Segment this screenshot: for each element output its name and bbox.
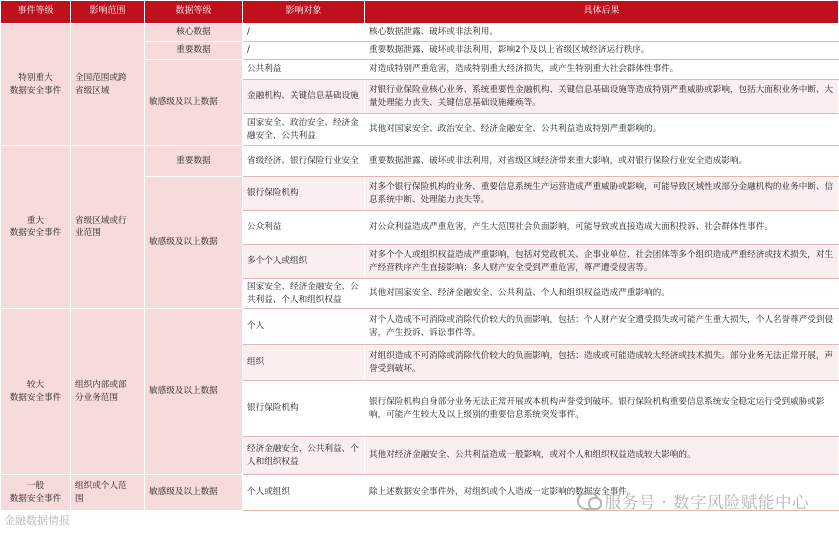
consequence-cell: 其他对国家安全、政治安全、经济金融安全、公共利益造成特别严重影响的。 xyxy=(365,114,839,146)
consequence-cell: 银行保险机构自身部分业务无法正常开展或本机构声誉受到破坏。银行保险机构重要信息系统安全稳定运行受到威胁或影响，可能产生较大及以上级别的重要信息系统突发事件。 xyxy=(365,381,839,437)
wechat-icon xyxy=(577,492,599,510)
event-level-cell: 一般 数据安全事件 xyxy=(1,475,71,511)
header-consequence: 具体后果 xyxy=(365,1,839,24)
object-cell: 省级经济、银行保险行业安全 xyxy=(243,146,365,177)
scope-cell: 全国范围或跨 省级区域 xyxy=(71,24,145,146)
table-row xyxy=(1,309,839,345)
table-row xyxy=(1,146,839,177)
header-affected-object: 影响对象 xyxy=(243,1,365,24)
object-cell: 银行保险机构 xyxy=(243,381,365,437)
data-grade-cell: 核心数据 xyxy=(145,24,243,42)
consequence-cell: 其他对国家安全、经济金融安全、公共利益、个人和组织权益造成严重影响的。 xyxy=(365,279,839,309)
object-cell: 经济金融安全、公共利益、个人和组织权益 xyxy=(243,437,365,475)
data-grade-cell: 敏感级及以上数据 xyxy=(145,177,243,309)
data-grade-cell: 敏感级及以上数据 xyxy=(145,60,243,146)
consequence-cell: 其他对经济金融安全、公共利益造成一般影响，或对个人和组织权益造成较大影响的。 xyxy=(365,437,839,475)
consequence-cell: 核心数据泄露、破坏或非法利用。 xyxy=(365,24,839,42)
object-cell: / xyxy=(243,42,365,60)
object-cell: 个人 xyxy=(243,309,365,345)
object-cell: 银行保险机构 xyxy=(243,177,365,211)
data-grade-cell: 敏感级及以上数据 xyxy=(145,475,243,511)
header-event-level: 事件等级 xyxy=(1,1,71,24)
consequence-cell: 重要数据泄露、破坏或非法利用，影响2个及以上省级区域经济运行秩序。 xyxy=(365,42,839,60)
object-cell: 多个个人或组织 xyxy=(243,245,365,279)
event-level-cell: 特别重大 数据安全事件 xyxy=(1,24,71,146)
object-cell: 国家安全、经济金融安全、公共利益、个人和组织权益 xyxy=(243,279,365,309)
data-grade-cell: 重要数据 xyxy=(145,146,243,177)
data-grade-cell: 重要数据 xyxy=(145,42,243,60)
scope-cell: 组织或个人范 围 xyxy=(71,475,145,511)
table-row xyxy=(1,24,839,42)
object-cell: 国家安全、政治安全、经济金融安全、公共利益 xyxy=(243,114,365,146)
object-cell: 组织 xyxy=(243,345,365,381)
corner-watermark: 金融数据情报 xyxy=(4,514,70,527)
object-cell: 金融机构、关键信息基础设施 xyxy=(243,80,365,114)
object-cell: 公众利益 xyxy=(243,211,365,245)
header-scope: 影响范围 xyxy=(71,1,145,24)
watermark xyxy=(577,489,809,513)
object-cell: 公共利益 xyxy=(243,60,365,80)
scope-cell: 组织内部或部 分业务范围 xyxy=(71,309,145,475)
data-grade-cell: 敏感级及以上数据 xyxy=(145,309,243,475)
object-cell: / xyxy=(243,24,365,42)
consequence-cell: 对银行业保险业核心业务、系统重要性金融机构、关键信息基础设施等造成特别严重威胁或影响，包括大面积业务中断、大量处理能力丧失、关键信息基础设施瘫痪等。 xyxy=(365,80,839,114)
consequence-cell: 对公众利益造成严重危害，产生大范围社会负面影响，可能导致或直接造成大面积投诉、社会群体性事件。 xyxy=(365,211,839,245)
header-row xyxy=(1,1,839,24)
consequence-cell: 对组织造成不可消除或消除代价较大的负面影响，包括：造成或可能造成较大经济或技术损失。部分业务无法正常开展，声誉受到破坏。 xyxy=(365,345,839,381)
watermark-text: 服务号 · 数字风险赋能中心 xyxy=(604,493,809,512)
consequence-cell: 对多个银行保险机构的业务、重要信息系统生产运营造成严重威胁或影响，可能导致区域性或部分金融机构的业务中断、信息系统中断、处理能力丧失等。 xyxy=(365,177,839,211)
header-data-grade: 数据等级 xyxy=(145,1,243,24)
scope-cell: 省级区域或行 业范围 xyxy=(71,146,145,309)
event-level-cell: 较大 数据安全事件 xyxy=(1,309,71,475)
event-level-cell: 重大 数据安全事件 xyxy=(1,146,71,309)
consequence-cell: 对个人造成不可消除或消除代价较大的负面影响，包括：个人财产安全遭受损失或可能产生重大损失，个人名誉尊严受到侵害，产生投诉、诉讼事件等。 xyxy=(365,309,839,345)
object-cell: 个人或组织 xyxy=(243,475,365,511)
consequence-cell: 重要数据泄露、破坏或非法利用，对省级区域经济带来重大影响，或对银行保险行业安全造成影响。 xyxy=(365,146,839,177)
consequence-cell: 对多个个人或组织权益造成严重影响，包括对党政机关、企事业单位、社会团体等多个组织造成严重经济或技术损失，对生产经营秩序产生直接影响；多人财产安全受到严重危害，尊严遭受侵害等。 xyxy=(365,245,839,279)
consequence-cell: 对造成特别严重危害，造成特别重大经济损失，或产生特别重大社会群体性事件。 xyxy=(365,60,839,80)
consequence-cell: 除上述数据安全事件外，对组织或个人造成一定影响的数据安全事件。 xyxy=(365,475,839,511)
